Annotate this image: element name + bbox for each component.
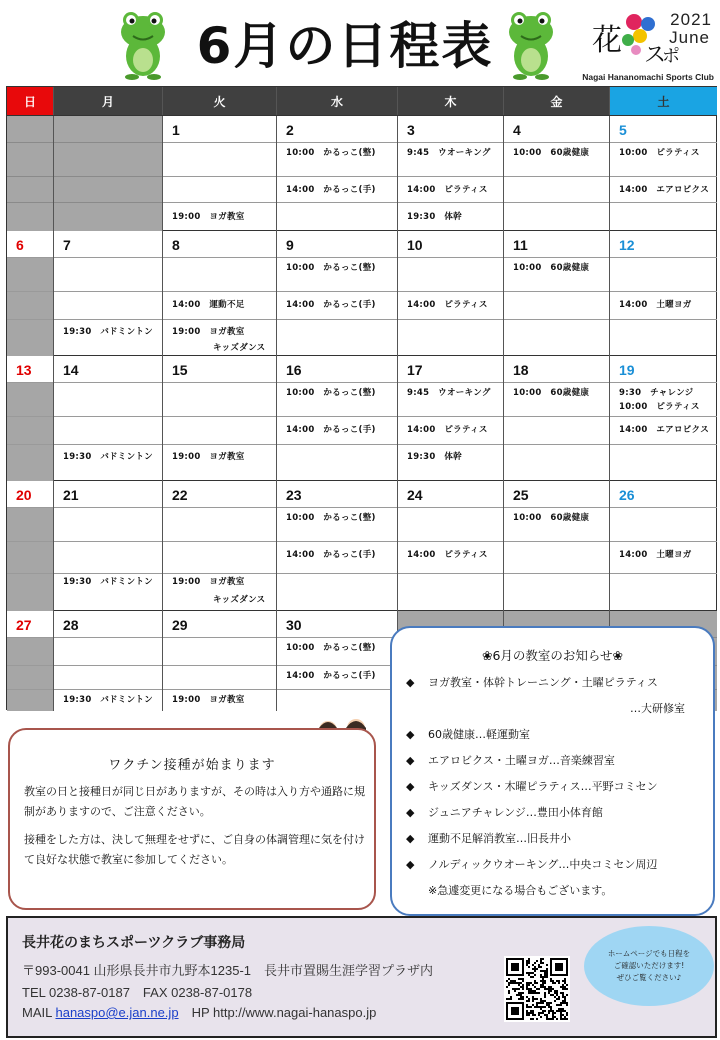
slot-divider	[163, 291, 276, 292]
slot-divider	[7, 416, 53, 417]
slot-divider	[277, 176, 397, 177]
day-number: 29	[172, 617, 188, 633]
contact-footer	[6, 916, 717, 1038]
day-cell	[610, 481, 717, 611]
slot-divider	[504, 291, 609, 292]
day-cell	[398, 356, 504, 481]
slot-divider	[163, 176, 276, 177]
slot-divider	[163, 202, 276, 203]
day-cell	[163, 116, 277, 231]
day-cell	[163, 481, 277, 611]
slot-divider	[7, 444, 53, 445]
slot-divider	[54, 573, 162, 574]
slot-divider	[54, 416, 162, 417]
day-cell	[610, 356, 717, 481]
day-cell	[54, 231, 163, 356]
schedule-event: 19:00 ヨガ教室	[172, 452, 245, 462]
slot-divider	[504, 202, 609, 203]
slot-divider	[163, 573, 276, 574]
schedule-event: 10:00 60歳健康	[513, 388, 590, 398]
schedule-event: 14:00 土曜ヨガ	[619, 300, 692, 310]
day-number: 16	[286, 362, 302, 378]
schedule-event: 19:30 バドミントン	[63, 577, 153, 587]
day-cell	[398, 231, 504, 356]
schedule-event: 19:30 体幹	[407, 452, 462, 462]
vaccine-paragraph: 接種をした方は、決して無理をせずに、ご自身の体調管理に気を付けて良好な状態で教室に参加してください。	[24, 833, 365, 866]
slot-divider	[54, 382, 162, 383]
schedule-event: 19:00 ヨガ教室	[172, 695, 245, 705]
day-cell	[7, 231, 54, 356]
day-cell	[504, 481, 610, 611]
notice-item: ◆ ヨガ教室・体幹トレーニング・土曜ピラティス	[406, 676, 658, 689]
diamond-bullet-icon: ◆	[406, 806, 415, 819]
slot-divider	[504, 541, 609, 542]
slot-divider	[610, 257, 717, 258]
slot-divider	[54, 257, 162, 258]
slot-divider	[504, 416, 609, 417]
schedule-event: 14:00 かるっこ(手)	[286, 671, 376, 681]
slot-divider	[277, 689, 397, 690]
schedule-event: 10:00 かるっこ(整)	[286, 388, 376, 398]
schedule-event: 14:00 運動不足	[172, 300, 245, 310]
day-cell	[54, 481, 163, 611]
day-number: 10	[407, 237, 423, 253]
schedule-event: キッズダンス	[213, 343, 266, 353]
slot-divider	[398, 541, 503, 542]
day-number: 19	[619, 362, 635, 378]
schedule-event: 10:00 60歳健康	[513, 263, 590, 273]
notice-item: ◆ ノルディックウオーキング…中央コミセン周辺	[406, 858, 658, 871]
slot-divider	[163, 689, 276, 690]
schedule-event: 10:00 かるっこ(整)	[286, 148, 376, 158]
schedule-event: 10:00 ピラティス	[619, 402, 700, 412]
notice-title: ❀6月の教室のお知らせ❀	[481, 648, 624, 663]
day-cell	[7, 611, 54, 711]
day-number: 3	[407, 122, 415, 138]
slot-divider	[54, 176, 162, 177]
schedule-event: 10:00 かるっこ(整)	[286, 263, 376, 273]
day-number: 2	[286, 122, 294, 138]
weekday-header-cell: 土	[610, 87, 717, 115]
slot-divider	[163, 319, 276, 320]
slot-divider	[398, 257, 503, 258]
diamond-bullet-icon: ◆	[406, 832, 415, 845]
club-logo	[582, 4, 716, 84]
day-number: 21	[63, 487, 79, 503]
day-cell	[54, 611, 163, 711]
address: 〒993-0041 山形県長井市九野本1235-1 長井市置賜生涯学習プラザ内	[22, 963, 434, 978]
day-cell	[398, 116, 504, 231]
schedule-event: 14:00 かるっこ(手)	[286, 550, 376, 560]
slot-divider	[610, 416, 717, 417]
schedule-event: 14:00 かるっこ(手)	[286, 425, 376, 435]
slot-divider	[54, 202, 162, 203]
day-number: 28	[63, 617, 79, 633]
schedule-event: 9:45 ウオーキング	[407, 148, 491, 158]
slot-divider	[277, 573, 397, 574]
svg-text:ス: ス	[644, 43, 667, 68]
slot-divider	[610, 382, 717, 383]
day-cell	[277, 611, 398, 711]
day-cell	[277, 356, 398, 481]
day-cell	[54, 356, 163, 481]
slot-divider	[54, 444, 162, 445]
day-number: 5	[619, 122, 627, 138]
notice-item: ◆ エアロビクス・土曜ヨガ…音楽練習室	[406, 754, 615, 767]
slot-divider	[398, 142, 503, 143]
slot-divider	[398, 202, 503, 203]
diamond-bullet-icon: ◆	[406, 676, 415, 689]
schedule-event: 19:00 ヨガ教室	[172, 327, 245, 337]
day-number: 27	[16, 617, 32, 633]
schedule-event: 14:00 かるっこ(手)	[286, 300, 376, 310]
day-cell	[504, 116, 610, 231]
slot-divider	[54, 507, 162, 508]
week-row	[7, 480, 716, 610]
vaccine-title: ワクチン接種が始まります	[108, 758, 276, 773]
slot-divider	[54, 142, 162, 143]
schedule-event: 10:00 60歳健康	[513, 148, 590, 158]
schedule-event: 19:30 体幹	[407, 212, 462, 222]
schedule-event: 14:00 土曜ヨガ	[619, 550, 692, 560]
schedule-event: 14:00 エアロビクス	[619, 425, 710, 435]
slot-divider	[277, 444, 397, 445]
day-cell	[7, 356, 54, 481]
vaccine-notice-box	[8, 728, 376, 910]
day-cell	[277, 231, 398, 356]
day-cell	[398, 481, 504, 611]
slot-divider	[610, 573, 717, 574]
calendar-body	[7, 115, 716, 710]
schedule-event: 9:30 チャレンジ	[619, 388, 694, 398]
slot-divider	[7, 507, 53, 508]
day-number: 24	[407, 487, 423, 503]
slot-divider	[7, 689, 53, 690]
day-number: 4	[513, 122, 521, 138]
slot-divider	[398, 573, 503, 574]
slot-divider	[163, 382, 276, 383]
day-number: 17	[407, 362, 423, 378]
svg-text:花: 花	[592, 23, 622, 58]
day-number: 26	[619, 487, 635, 503]
day-cell	[504, 231, 610, 356]
slot-divider	[398, 444, 503, 445]
slot-divider	[7, 202, 53, 203]
weekday-header-cell: 水	[277, 87, 398, 115]
slot-divider	[610, 176, 717, 177]
schedule-event: 14:00 ピラティス	[407, 550, 488, 560]
schedule-event: キッズダンス	[213, 595, 266, 605]
day-number: 18	[513, 362, 529, 378]
day-number: 30	[286, 617, 302, 633]
notice-item: ◆ 60歳健康…軽運動室	[406, 728, 530, 741]
slot-divider	[163, 416, 276, 417]
day-cell	[277, 116, 398, 231]
slot-divider	[277, 142, 397, 143]
slot-divider	[610, 142, 717, 143]
homepage-speech-bubble: ホームページでも日程を ご確認いただけます! ぜひご覧ください♪	[584, 926, 714, 1006]
day-number: 11	[513, 237, 528, 253]
schedule-event: 10:00 60歳健康	[513, 513, 590, 523]
slot-divider	[398, 291, 503, 292]
day-number: 25	[513, 487, 529, 503]
slot-divider	[610, 202, 717, 203]
homepage-link[interactable]: HP http://www.nagai-hanaspo.jp	[178, 1005, 377, 1020]
slot-divider	[277, 637, 397, 638]
day-cell	[163, 356, 277, 481]
schedule-event: 10:00 ピラティス	[619, 148, 700, 158]
day-number: 14	[63, 362, 79, 378]
slot-divider	[610, 444, 717, 445]
slot-divider	[398, 507, 503, 508]
weekday-header-cell: 火	[163, 87, 277, 115]
weekday-header-cell: 金	[504, 87, 610, 115]
slot-divider	[163, 507, 276, 508]
slot-divider	[277, 202, 397, 203]
schedule-event: 14:00 ピラティス	[407, 185, 488, 195]
slot-divider	[7, 665, 53, 666]
class-location-notice	[390, 626, 715, 916]
day-cell	[610, 231, 717, 356]
org-name: 長井花のまちスポーツクラブ事務局	[22, 935, 246, 951]
calendar-grid	[6, 86, 717, 710]
slot-divider	[54, 637, 162, 638]
slot-divider	[277, 507, 397, 508]
slot-divider	[7, 637, 53, 638]
day-cell	[163, 231, 277, 356]
slot-divider	[54, 291, 162, 292]
phone-fax: TEL 0238-87-0187 FAX 0238-87-0178	[22, 985, 253, 1000]
day-number: 1	[172, 122, 180, 138]
week-row	[7, 355, 716, 480]
day-number: 12	[619, 237, 635, 253]
slot-divider	[7, 142, 53, 143]
diamond-bullet-icon: ◆	[406, 728, 415, 741]
slot-divider	[610, 319, 717, 320]
slot-divider	[398, 176, 503, 177]
page-title: 6月の日程表	[196, 17, 494, 75]
slot-divider	[277, 665, 397, 666]
email-link[interactable]: hanaspo@e.jan.ne.jp	[55, 1005, 179, 1020]
qr-code-icon[interactable]	[504, 956, 570, 1022]
day-cell	[277, 481, 398, 611]
notice-item: ◆ 運動不足解消教室…旧長井小	[406, 832, 571, 845]
diamond-bullet-icon: ◆	[406, 754, 415, 767]
slot-divider	[7, 541, 53, 542]
svg-text:ポ: ポ	[662, 46, 680, 67]
day-number: 6	[16, 237, 24, 253]
slot-divider	[163, 637, 276, 638]
slot-divider	[54, 689, 162, 690]
slot-divider	[610, 541, 717, 542]
slot-divider	[504, 176, 609, 177]
weekday-header-cell: 日	[7, 87, 54, 115]
slot-divider	[163, 142, 276, 143]
vaccine-paragraph: 教室の日と接種日が同じ日がありますが、その時は入り方や通路に規制がありますので、ご注意ください。	[24, 785, 365, 818]
slot-divider	[163, 257, 276, 258]
slot-divider	[163, 665, 276, 666]
page-header	[0, 0, 720, 86]
schedule-event: 19:30 バドミントン	[63, 327, 153, 337]
day-number: 9	[286, 237, 294, 253]
slot-divider	[277, 382, 397, 383]
day-number: 15	[172, 362, 188, 378]
slot-divider	[504, 507, 609, 508]
schedule-event: 19:30 バドミントン	[63, 452, 153, 462]
slot-divider	[7, 573, 53, 574]
slot-divider	[277, 416, 397, 417]
schedule-event: 14:00 ピラティス	[407, 300, 488, 310]
schedule-event: 10:00 かるっこ(整)	[286, 643, 376, 653]
day-number: 23	[286, 487, 302, 503]
slot-divider	[277, 257, 397, 258]
slot-divider	[504, 257, 609, 258]
logo-mark-icon	[590, 10, 680, 72]
notice-item-continuation: …大研修室	[630, 702, 685, 715]
slot-divider	[398, 319, 503, 320]
slot-divider	[277, 541, 397, 542]
diamond-bullet-icon: ◆	[406, 858, 415, 871]
day-number: 7	[63, 237, 71, 253]
slot-divider	[54, 319, 162, 320]
frog-icon	[116, 8, 170, 80]
slot-divider	[610, 291, 717, 292]
schedule-event: 14:00 かるっこ(手)	[286, 185, 376, 195]
slot-divider	[54, 665, 162, 666]
day-number: 13	[16, 362, 32, 378]
slot-divider	[610, 507, 717, 508]
slot-divider	[398, 382, 503, 383]
week-row	[7, 115, 716, 230]
slot-divider	[7, 176, 53, 177]
day-cell	[610, 116, 717, 231]
slot-divider	[504, 382, 609, 383]
slot-divider	[7, 319, 53, 320]
frog-icon	[504, 8, 558, 80]
schedule-event: 19:30 バドミントン	[63, 695, 153, 705]
slot-divider	[504, 573, 609, 574]
schedule-event: 14:00 ピラティス	[407, 425, 488, 435]
logo-subtitle: Nagai Hananomachi Sports Club	[582, 72, 714, 82]
slot-divider	[7, 382, 53, 383]
day-cell	[504, 356, 610, 481]
empty-day-cell	[7, 116, 54, 231]
logo-month: June	[669, 28, 710, 47]
slot-divider	[7, 291, 53, 292]
weekday-header-cell: 月	[54, 87, 163, 115]
week-row	[7, 230, 716, 355]
mail-hp-line: MAIL hanaspo@e.jan.ne.jp HP http://www.nagai-hanaspo.jp	[22, 1005, 377, 1020]
schedule-event: 14:00 エアロビクス	[619, 185, 710, 195]
slot-divider	[504, 142, 609, 143]
weekday-header	[7, 87, 716, 115]
schedule-event: 19:00 ヨガ教室	[172, 577, 245, 587]
slot-divider	[54, 541, 162, 542]
day-cell	[7, 481, 54, 611]
slot-divider	[277, 319, 397, 320]
weekday-header-cell: 木	[398, 87, 504, 115]
slot-divider	[504, 319, 609, 320]
slot-divider	[398, 416, 503, 417]
day-number: 20	[16, 487, 32, 503]
slot-divider	[7, 257, 53, 258]
schedule-event: 9:45 ウオーキング	[407, 388, 491, 398]
slot-divider	[504, 444, 609, 445]
schedule-event: 10:00 かるっこ(整)	[286, 513, 376, 523]
notice-note: ※急遽変更になる場合もございます。	[428, 884, 613, 897]
logo-year: 2021	[670, 10, 712, 29]
empty-day-cell	[54, 116, 163, 231]
slot-divider	[163, 444, 276, 445]
day-cell	[163, 611, 277, 711]
slot-divider	[163, 541, 276, 542]
diamond-bullet-icon: ◆	[406, 780, 415, 793]
day-number: 22	[172, 487, 188, 503]
slot-divider	[277, 291, 397, 292]
notice-item: ◆ ジュニアチャレンジ…豊田小体育館	[406, 806, 603, 819]
notice-item: ◆ キッズダンス・木曜ピラティス…平野コミセン	[406, 780, 658, 793]
day-number: 8	[172, 237, 180, 253]
schedule-event: 19:00 ヨガ教室	[172, 212, 245, 222]
